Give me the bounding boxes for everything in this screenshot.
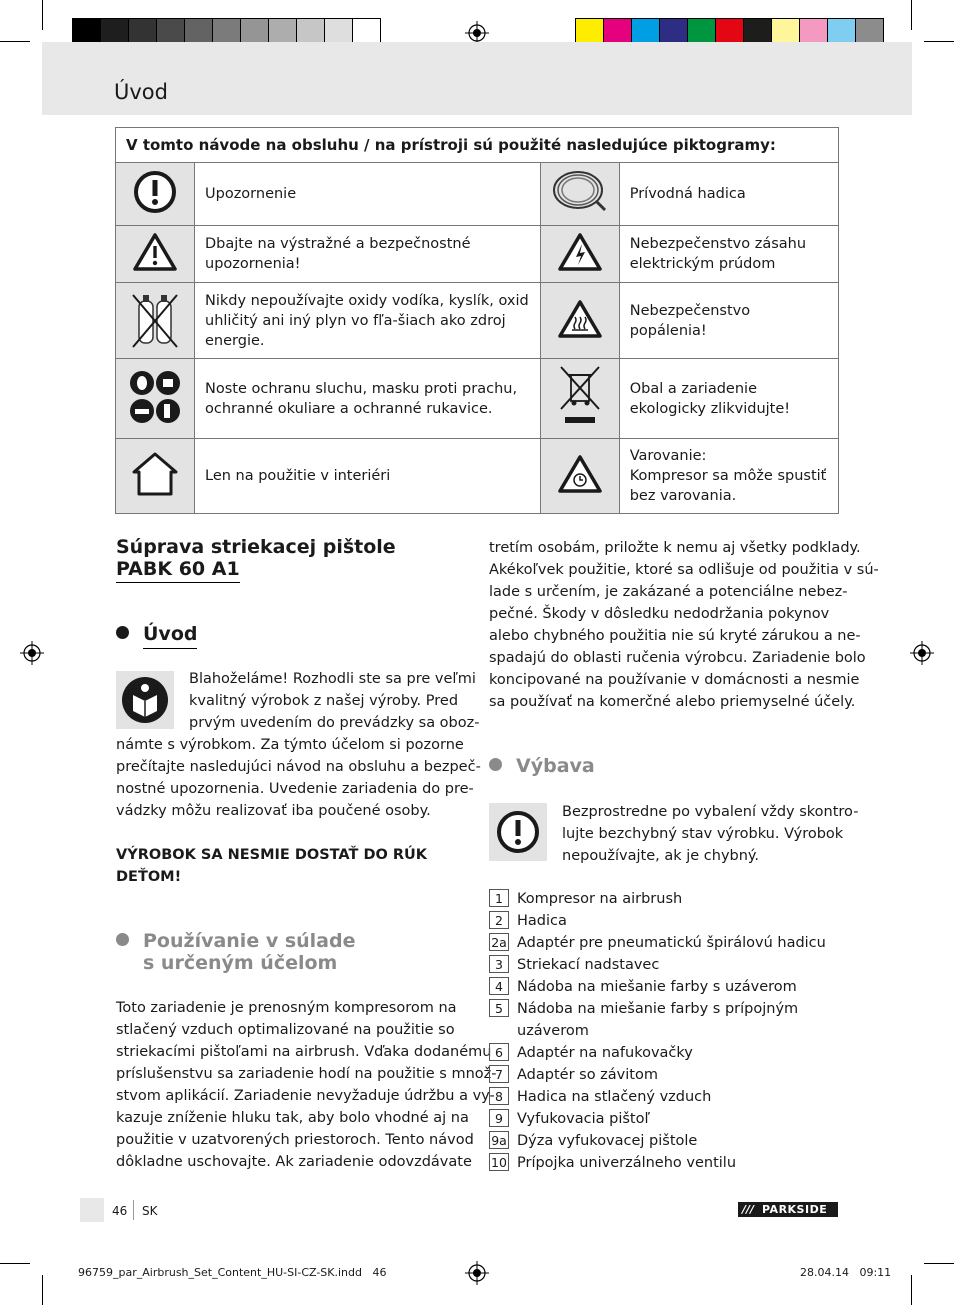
brand-logo [738,1202,838,1217]
text-line: spadajú do oblasti ručenia výrobcu. Zariadenie bolo [489,650,866,666]
intended-use-heading [116,930,355,974]
list-item [489,954,826,976]
list-item [489,888,826,910]
text-line: nepoužívajte, ak je chybný. [562,848,760,864]
list-item [489,910,826,932]
auto-start-warning-icon [540,439,619,514]
intended-use-continuation [489,537,879,713]
bullet-icon [489,758,502,771]
item-number: 4 [489,977,509,995]
pictogram-table-heading: V tomto návode na obsluhu / na prístroji sú použité nasledujúce piktogramy: [116,128,839,163]
brand-name: PARKSIDE [762,1203,828,1216]
item-number: 8 [489,1087,509,1105]
item-number: 5 [489,999,509,1017]
exclamation-icon [116,163,195,226]
children-warning [116,844,427,888]
pictogram-text: Nikdy nepoužívajte oxidy vodíka, kyslík, oxid uhličitý ani iný plyn vo fľa-šiach ako zdroj energie. [195,283,541,359]
equipment-paragraph [562,801,858,867]
pictogram-text: Prívodná hadica [619,163,838,226]
text-line: lujte bezchybný stav výrobku. Výrobok [562,826,844,842]
list-item [489,1064,826,1086]
text-line: stvom aplikácií. Zariadenie nevyžaduje údržbu a vy- [116,1088,495,1104]
text-line: nostné upozornenia. Uvedenie zariadenia do pre- [116,781,474,797]
list-item [489,1042,826,1064]
text-line: tretím osobám, priložte k nemu aj všetky podklady. [489,540,861,556]
text-line: stlačený vzduch optimalizované na použitie so [116,1022,455,1038]
list-item [489,976,826,998]
logo-slashes: /// [742,1203,755,1216]
page-number-box [80,1198,104,1222]
footer-divider [133,1200,134,1220]
text-line: použitie v uzatvorených priestoroch. Tento návod [116,1132,474,1148]
item-label: Nádoba na miešanie farby s prípojným uzáverom [517,1001,799,1039]
language-code: SK [142,1204,158,1218]
pictogram-text: Noste ochranu sluchu, masku proti prachu, ochranné okuliare a ochranné rukavice. [195,359,541,439]
text-line: Blahoželáme! Rozhodli ste sa pre veľmi [189,671,476,687]
text-line: lade s určením, je zakázané a potenciálne nebez- [489,584,848,600]
warning-triangle-icon [116,226,195,283]
product-title-line-2: PABK 60 A1 [116,558,240,583]
list-item [489,1086,826,1108]
text-line: DEŤOM! [116,869,182,885]
pictogram-text: Dbajte na výstražné a bezpečnostné upozornenia! [195,226,541,283]
list-item [489,1152,826,1174]
registration-mark-icon [20,641,44,665]
page-title: Úvod [114,80,168,104]
heading-line: s určeným účelom [143,952,338,974]
list-item [489,998,826,1042]
text-line: koncipované na používanie v domácnosti a nesmie [489,672,860,688]
item-label: Prípojka univerzálneho ventilu [517,1155,737,1171]
item-number: 9a [489,1131,509,1149]
item-number: 2 [489,911,509,929]
pictogram-table [115,127,839,514]
text-line: vádzky môžu realizovať iba poučené osoby. [116,803,431,819]
registration-mark-icon [465,1261,489,1285]
intended-use-paragraph [116,997,496,1173]
pictogram-text: Len na použitie v interiéri [195,439,541,514]
text-line: striekacími pištoľami na airbrush. Vďaka dodanému [116,1044,492,1060]
text-line: Toto zariadenie je prenosným kompresorom na [116,1000,457,1016]
intro-paragraph-short [189,668,479,734]
parts-list [489,888,826,1174]
item-number: 10 [489,1153,509,1171]
house-icon [116,439,195,514]
equipment-heading-label: Výbava [516,755,595,777]
item-label: Adaptér pre pneumatickú špirálovú hadicu [517,935,826,951]
text-line: kvalitný výrobok z našej výroby. Pred [189,693,459,709]
item-label: Kompresor na airbrush [517,891,683,907]
page-number: 46 [112,1204,128,1218]
pictogram-text: Nebezpečenstvo popálenia! [619,283,838,359]
item-label: Vyfukovacia pištoľ [517,1111,650,1127]
item-label: Hadica [517,913,567,929]
product-title [116,536,396,580]
electric-hazard-icon [540,226,619,283]
list-item [489,1108,826,1130]
text-line: alebo chybného použitia nie sú kryté zárukou a ne- [489,628,861,644]
text-line: sa používať na komerčné alebo priemyselné účely. [489,694,856,710]
pictogram-text: Varovanie: Kompresor sa môže spustiť bez varovania. [619,439,838,514]
equipment-heading [489,755,595,777]
text-line: dôkladne uschovajte. Ak zariadenie odovzdávate [116,1154,472,1170]
pictogram-text: Nebezpečenstvo zásahu elektrickým prúdom [619,226,838,283]
item-number: 9 [489,1109,509,1127]
bullet-icon [116,626,129,639]
text-line: kazuje zníženie hluku tak, aby bolo vhodné aj na [116,1110,469,1126]
read-manual-icon [116,671,174,729]
crossed-bin-icon [540,359,619,439]
item-number: 2a [489,933,509,951]
text-line: Akékoľvek použitie, ktoré sa odlišuje od použitia v sú- [489,562,879,578]
text-line: VÝROBOK SA NESMIE DOSTAŤ DO RÚK [116,847,428,863]
file-info: 96759_par_Airbrush_Set_Content_HU-SI-CZ-SK.indd 46 [78,1266,387,1279]
list-item [489,932,826,954]
intro-heading-label: Úvod [143,623,197,649]
item-number: 1 [489,889,509,907]
bullet-icon [116,933,129,946]
item-label: Adaptér na nafukovačky [517,1045,693,1061]
item-number: 7 [489,1065,509,1083]
gas-cylinders-icon [116,283,195,359]
intro-paragraph [116,734,481,822]
item-number: 3 [489,955,509,973]
date-time: 28.04.14 09:11 [800,1266,892,1279]
exclamation-icon [489,803,547,861]
registration-mark-icon [910,641,934,665]
text-line: námte s výrobkom. Za týmto účelom si pozorne [116,737,464,753]
item-label: Hadica na stlačený vzduch [517,1089,712,1105]
item-label: Striekací nadstavec [517,957,660,973]
item-label: Nádoba na miešanie farby s uzáverom [517,979,797,995]
intro-heading [116,623,197,645]
text-line: Bezprostredne po vybalení vždy skontro- [562,804,859,820]
item-number: 6 [489,1043,509,1061]
hose-icon [540,163,619,226]
protective-gear-icon [116,359,195,439]
heading-line: Používanie v súlade [143,930,356,952]
hot-surface-icon [540,283,619,359]
header-band [42,42,912,115]
text-line: pečné. Škody v dôsledku nedodržania pokynov [489,606,830,622]
item-label: Dýza vyfukovacej pištole [517,1133,698,1149]
pictogram-text: Obal a zariadenie ekologicky zlikvidujte! [619,359,838,439]
text-line: prvým uvedením do prevádzky sa oboz- [189,715,480,731]
item-label: Adaptér so závitom [517,1067,658,1083]
list-item [489,1130,826,1152]
text-line: prečítajte nasledujúci návod na obsluhu a bezpeč- [116,759,481,775]
text-line: príslušenstvu sa zariadenie hodí na použitie s množ- [116,1066,497,1082]
product-title-line-1: Súprava striekacej pištole [116,536,396,558]
pictogram-text: Upozornenie [195,163,541,226]
